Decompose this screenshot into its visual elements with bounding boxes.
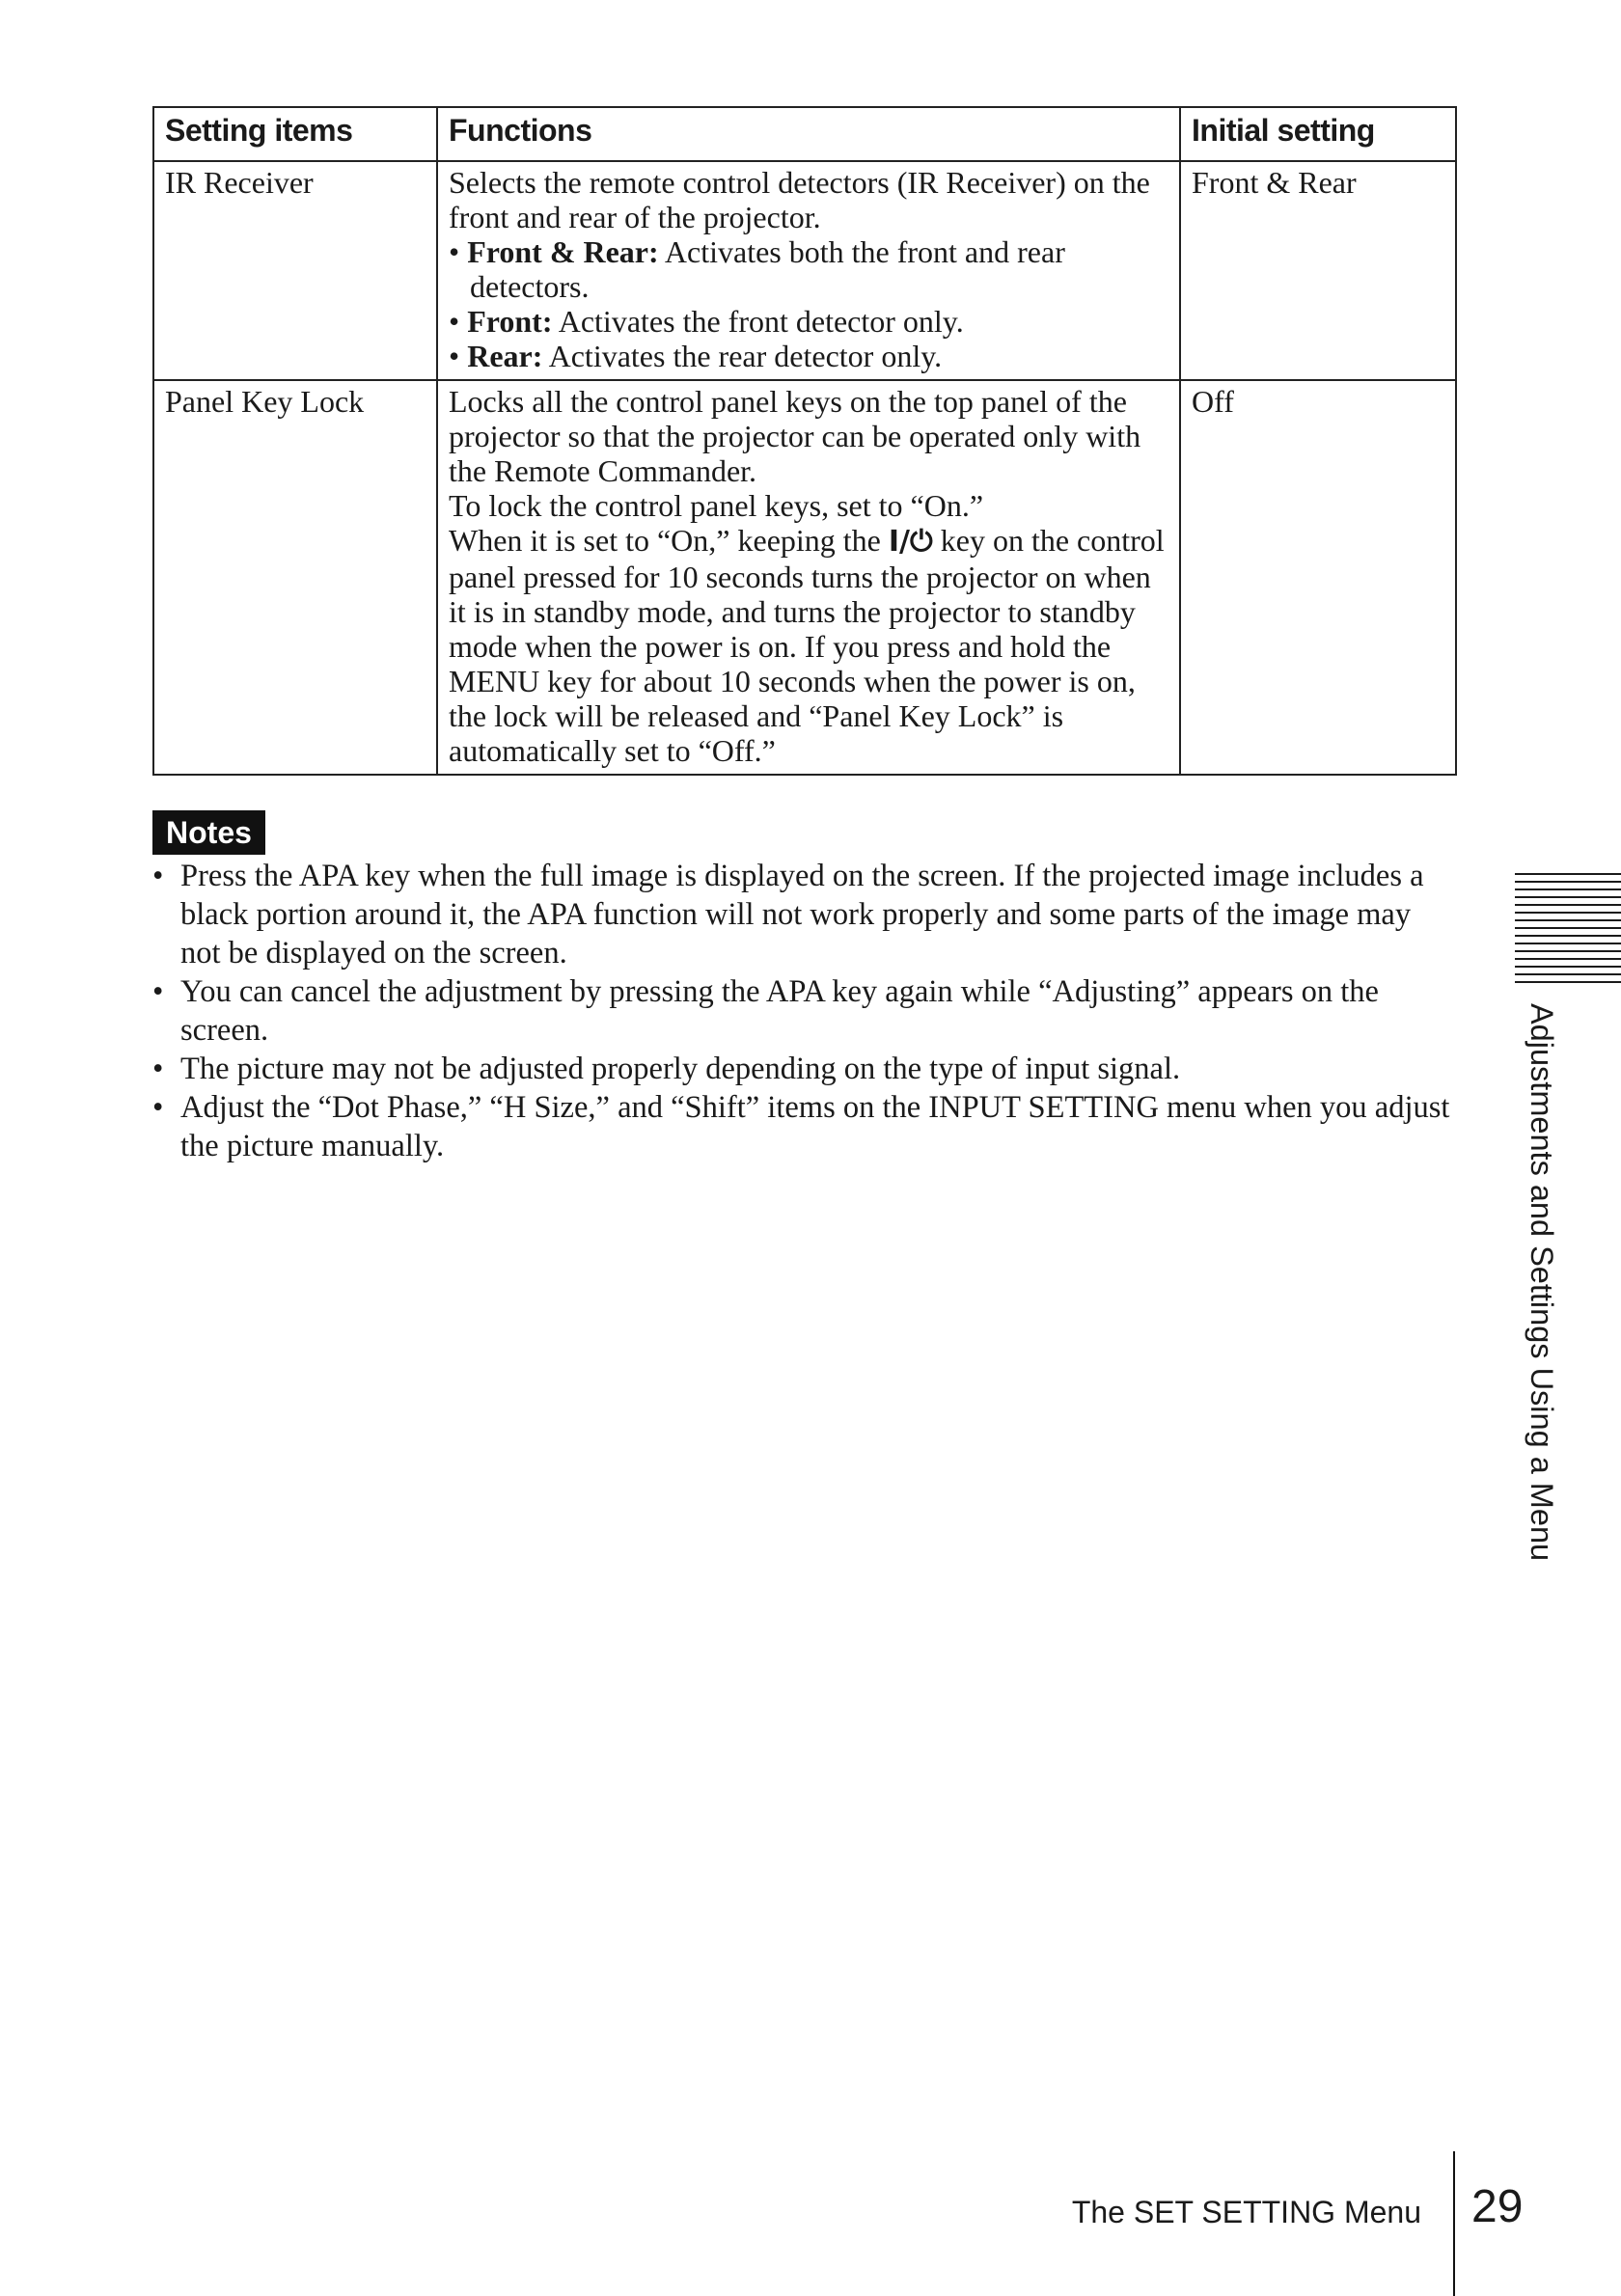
function-text: Locks all the control panel keys on the top panel of the projector so that the projector can be operated only with the Remote Commander.: [449, 384, 1141, 488]
cell-function: [437, 161, 1180, 380]
power-key-icon: I/⏻: [888, 525, 933, 559]
cell-function: [437, 380, 1180, 775]
notes-badge: Notes: [152, 810, 265, 855]
side-tab-lines: [1515, 873, 1621, 989]
header-initial-setting: Initial setting: [1180, 107, 1456, 161]
table-row-panel-key-lock: [153, 380, 1456, 775]
option-rear: • Rear: Activates the rear detector only.: [449, 339, 943, 373]
table-row-ir-receiver: [153, 161, 1456, 380]
footer-divider: [1453, 2151, 1455, 2296]
cell-initial-setting: Off: [1180, 380, 1456, 775]
cell-setting-item: IR Receiver: [153, 161, 437, 380]
settings-table: [152, 106, 1457, 776]
option-front: • Front: Activates the front detector only.: [449, 304, 964, 339]
note-item: • Adjust the “Dot Phase,” “H Size,” and “Shift” items on the INPUT SETTING menu when you adjust the picture manually.: [152, 1090, 1450, 1163]
cell-setting-item: Panel Key Lock: [153, 380, 437, 775]
function-intro: Selects the remote control detectors (IR Receiver) on the front and rear of the projector.: [449, 165, 1150, 234]
side-tab-title: Adjustments and Settings Using a Menu: [1525, 1003, 1559, 1562]
header-functions: Functions: [437, 107, 1180, 161]
function-text-power: When it is set to “On,” keeping the I/⏻ key on the control panel pressed for 10 seconds turns the projector on when it is in standby mode, and turns the projector to standby mode when the power is on. If you press and hold the MENU key for about 10 seconds when the power is on, the lock will be released and “Panel Key Lock” is automatically set to “Off.”: [449, 523, 1165, 768]
option-front-rear: • Front & Rear: Activates both the front and rear detectors.: [449, 234, 1065, 304]
footer-section-title: The SET SETTING Menu: [1071, 2195, 1421, 2229]
note-item: • Press the APA key when the full image is displayed on the screen. If the projected image includes a black portion around it, the APA function will not work properly and some parts of the image may not be displayed on the screen.: [152, 859, 1424, 970]
table-header-row: [153, 107, 1456, 161]
page-number: 29: [1471, 2181, 1524, 2232]
note-item: • You can cancel the adjustment by pressing the APA key again while “Adjusting” appears on the screen.: [152, 974, 1379, 1048]
note-item: • The picture may not be adjusted properly depending on the type of input signal.: [152, 1052, 1181, 1086]
function-text: To lock the control panel keys, set to “On.”: [449, 488, 984, 523]
cell-initial-setting: Front & Rear: [1180, 161, 1456, 380]
notes-list: [152, 857, 1455, 1165]
header-setting-items: Setting items: [153, 107, 437, 161]
